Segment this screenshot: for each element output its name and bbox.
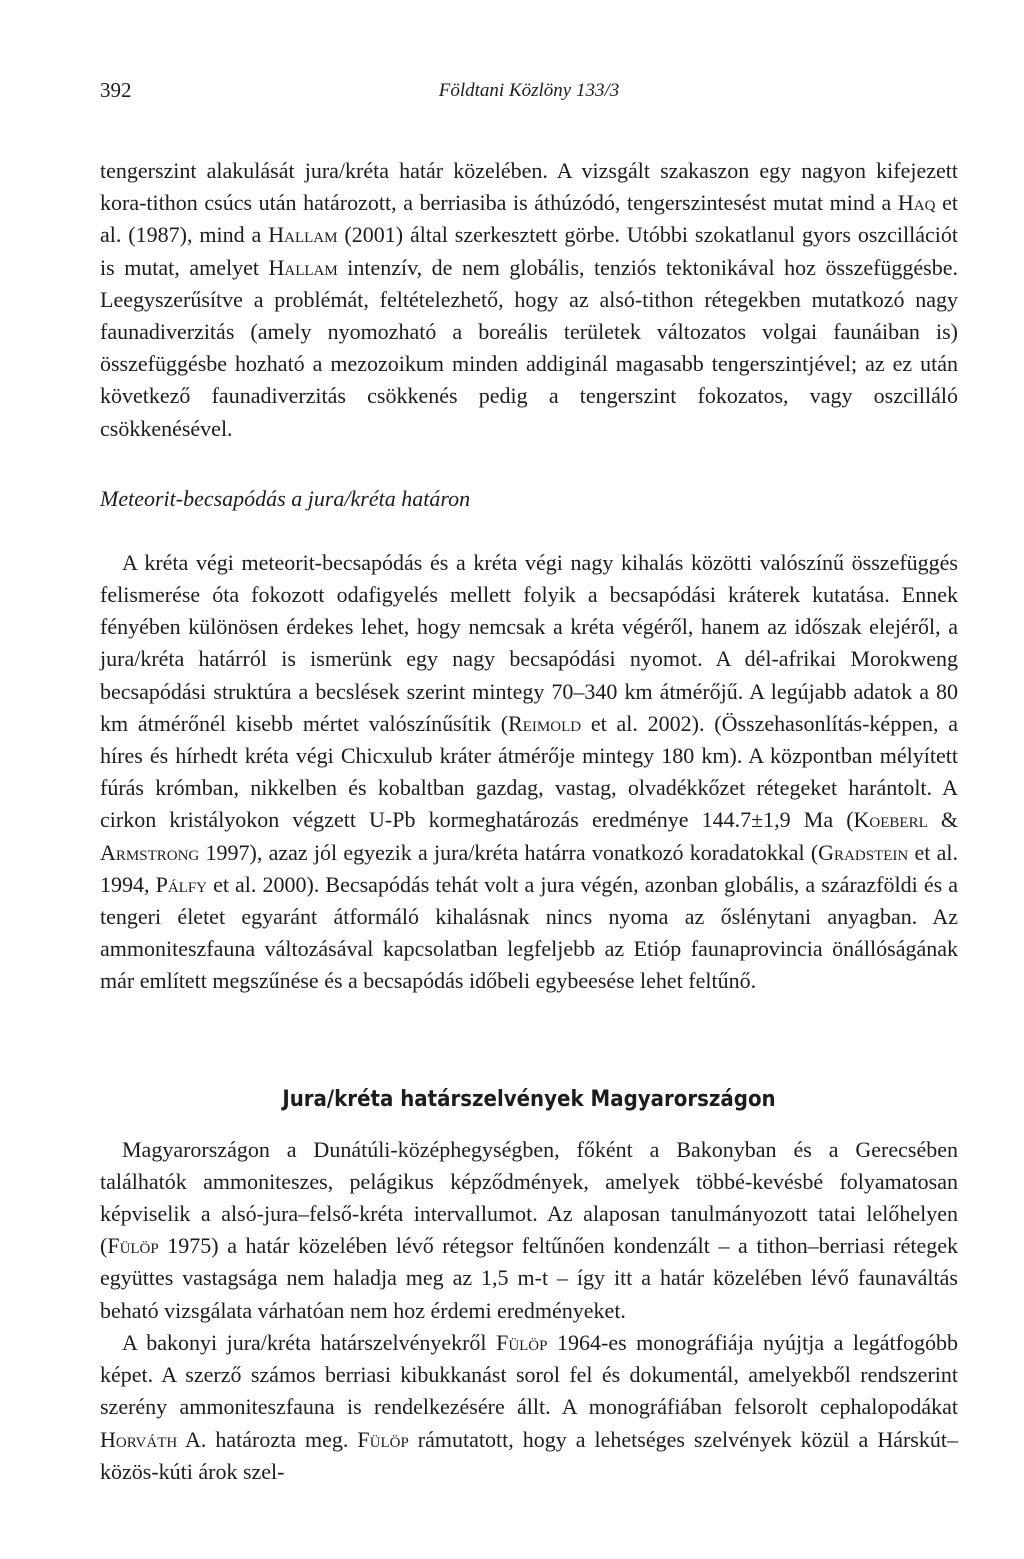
text-run: et al. 2002). (Összehasonlítás-képpen, a híres és hírhedt kréta végi Chicxulub kráter átmérője mintegy 180 km). A központban mélyített fúrás krómban, nikkelben és kobaltban gazdag, vastag, olvadékkőzet rétegeket harántolt. A cirkon kristályokon végzett U-Pb kormeghatározás eredménye 144.7±1,9 Ma (	[100, 710, 958, 833]
text-run: et al. (1987), mind a	[100, 190, 958, 248]
author-name: Armstrong	[100, 839, 200, 865]
page	[100, 78, 958, 1488]
text-run: et al. 1994,	[100, 839, 958, 897]
author-name: Koeberl	[853, 807, 928, 833]
text-run: 1997), azaz jól egyezik a jura/kréta határra vonatkozó koradatokkal (	[199, 839, 819, 865]
text-run: rámutatott, hogy a lehetséges szelvények közül a Hárskút–közös-kúti árok szel-	[100, 1426, 958, 1484]
author-name: Haq	[897, 190, 936, 216]
text-run: Magyarországon a Dunátúli-középhegységben, főként a Bakonyban és a Gerecsében találhatók ammoniteszes, pelágikus képződmények, amelyek többé-kevésbé folyamatosan képviselik a alsó-jura–felső-kréta intervallumot. Az alaposan tanulmányozott tatai lelőhelyen (	[100, 1136, 958, 1259]
text-run: A kréta végi meteorit-becsapódás és a kréta végi nagy kihalás közötti valószínű összefüggés felismerése óta fokozott odafigyelés mellett folyik a becsapódási kráterek kutatása. Ennek fényében különösen érdekes lehet, hogy nemcsak a kréta végéről, hanem az időszak elejéről, a jura/kréta határról is ismerünk egy nagy becsapódási nyomot. A dél-afrikai Morokweng becsapódási struktúra a becslések szerint mintegy 70–340 km átmérőjű. A legújabb adatok a 80 km átmérőnél kisebb mértet valószínűsítik (	[100, 549, 958, 736]
text-run: 1964-es monográfiája nyújtja a legátfogóbb képet. A szerző számos berriasi kibukkanást sorol fel és dokumentál, amelyekből rendszerint szerény ammoniteszfauna is rendelkezésére állt. A monográfiában felsorolt cephalopodákat	[100, 1329, 958, 1420]
text-run: A bakonyi jura/kréta határszelvényekről	[122, 1329, 497, 1355]
author-name: Pálfy	[155, 871, 207, 897]
paragraph-bakony	[100, 1327, 958, 1488]
text-run: &	[927, 807, 958, 833]
section-heading: Jura/kréta határszelvények Magyarországon	[282, 1086, 776, 1112]
author-name: Reimold	[508, 710, 582, 736]
text-run: (2001) által szerkesztett görbe. Utóbbi szokatlanul gyors oszcillációt is mutat, amelyet	[100, 222, 958, 280]
page-number: 392	[100, 78, 132, 102]
author-name: Hallam	[268, 254, 338, 280]
subsection-heading: Meteorit-becsapódás a jura/kréta határon	[100, 485, 471, 511]
author-name: Hallam	[268, 222, 338, 248]
paragraph-hungary	[100, 1134, 958, 1327]
text-run: határozta meg.	[206, 1426, 358, 1452]
author-name: Fülöp	[357, 1426, 409, 1452]
text-run: intenzív, de nem globális, tenziós tektonikával hoz összefüggésbe. Leegyszerűsítve a problémát, feltételezhető, hogy az alsó-tithon rétegekben mutatkozó nagy faunadiverzitás (amely nyomozható a boreális területek változatos volgai faunáiban is) összefüggésbe hozható a mezozoikum minden addiginál magasabb tengerszintjével; az ez után következő faunadiverzitás csökkenés pedig a tengerszint fokozatos, vagy oszcilláló csökkenésével.	[100, 254, 959, 441]
paragraph-meteorite	[100, 547, 958, 998]
author-name: Horváth A.	[100, 1426, 207, 1452]
author-name: Fülöp	[496, 1329, 548, 1355]
paragraph-sea-level	[100, 155, 958, 445]
text-run: tengerszint alakulását jura/kréta határ közelében. A vizsgált szakaszon egy nagyon kifejezett kora-tithon csúcs után határozott, a berriasiba is áthúzódó, tengerszintesést mutat mind a	[100, 158, 958, 216]
author-name: Fülöp	[107, 1233, 159, 1259]
author-name: Gradstein	[818, 839, 909, 865]
text-run: et al. 2000). Becsapódás tehát volt a jura végén, azonban globális, a szárazföldi és a tengeri életet egyaránt átformáló kihalásnak nincs nyoma az őslénytani anyagban. Az ammoniteszfauna változásával kapcsolatban legfeljebb az Etióp faunaprovincia önállóságának már említett megszűnése és a becsapódás időbeli egybeesése lehet feltűnő.	[100, 871, 958, 994]
text-run: 1975) a határ közelében lévő rétegsor feltűnően kondenzált – a tithon–berriasi rétegek együttes vastagsága nem haladja meg az 1,5 m-t – így itt a határ közelében lévő faunaváltás beható vizsgálata várhatóan nem hoz érdemi eredményeket.	[100, 1233, 958, 1323]
running-head	[100, 78, 958, 114]
journal-title: Földtani Közlöny 133/3	[438, 80, 620, 101]
